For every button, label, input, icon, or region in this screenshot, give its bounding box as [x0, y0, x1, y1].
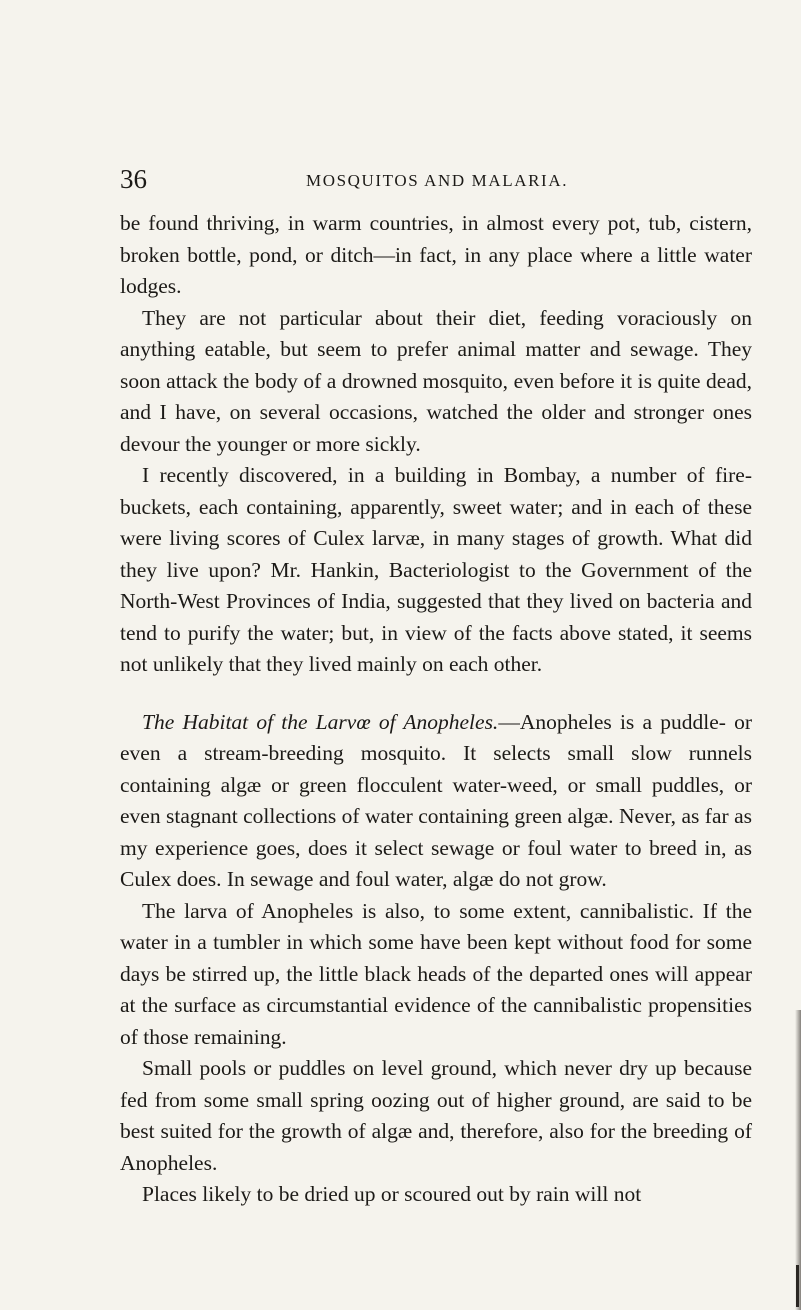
body-text	[120, 208, 752, 1211]
paragraph-cannibalism: The larva of Anopheles is also, to some extent, cannibalistic. If the water in a tumbler in which some have been kept without food for some days be stirred up, the little black heads of the departed ones will appear at the surface as circumstantial evidence of the cannibalistic propensities of those remaining.	[120, 898, 752, 1049]
page-edge-mark	[796, 1265, 799, 1307]
paragraph-pools: Small pools or puddles on level ground, which never dry up because fed from some small spring oozing out of higher ground, are said to be best suited for the growth of algæ and, therefore, also for the breeding of Anopheles.	[120, 1056, 752, 1175]
paragraph-anopheles-habitat	[120, 707, 752, 896]
paragraph-places: Places likely to be dried up or scoured out by rain will not	[142, 1182, 642, 1206]
paragraph-fire-buckets: I recently discovered, in a building in Bombay, a number of fire-buckets, each containing, apparently, sweet water; and in each of these were living scores of Culex larvæ, in many stages of growth. What did they live upon? Mr. Hankin, Bacteriologist to the Government of the North-West Provinces of India, suggested that they lived on bacteria and tend to purify the water; but, in view of the facts above stated, it seems not unlikely that they lived mainly on each other.	[120, 463, 752, 676]
page-number: 36	[120, 164, 147, 194]
section-lead-text: —Anopheles is a puddle- or even a stream-breeding mosquito. It selects small slow runnels containing algæ or green flocculent water-weed, or small puddles, or even stagnant collections of water containing green algæ. Never, as far as my experience goes, does it select sewage or foul water to breed in, as Culex does. In sewage and foul water, algæ do not grow.	[120, 709, 752, 891]
paragraph-continuation: be found thriving, in warm countries, in almost every pot, tub, cistern, broken bottle, pond, or ditch—in fact, in any place where a little water lodges.	[120, 211, 752, 298]
paragraph-diet: They are not particular about their diet, feeding voraciously on anything eatable, but seem to prefer animal matter and sewage. They soon attack the body of a drowned mosquito, even before it is quite dead, and I have, on several occasions, watched the older and stronger ones devour the younger or more sickly.	[120, 305, 752, 456]
section-heading: The Habitat of the Larvœ of Anopheles.	[142, 709, 499, 734]
running-head	[120, 164, 752, 194]
running-title: MOSQUITOS AND MALARIA.	[306, 171, 569, 190]
